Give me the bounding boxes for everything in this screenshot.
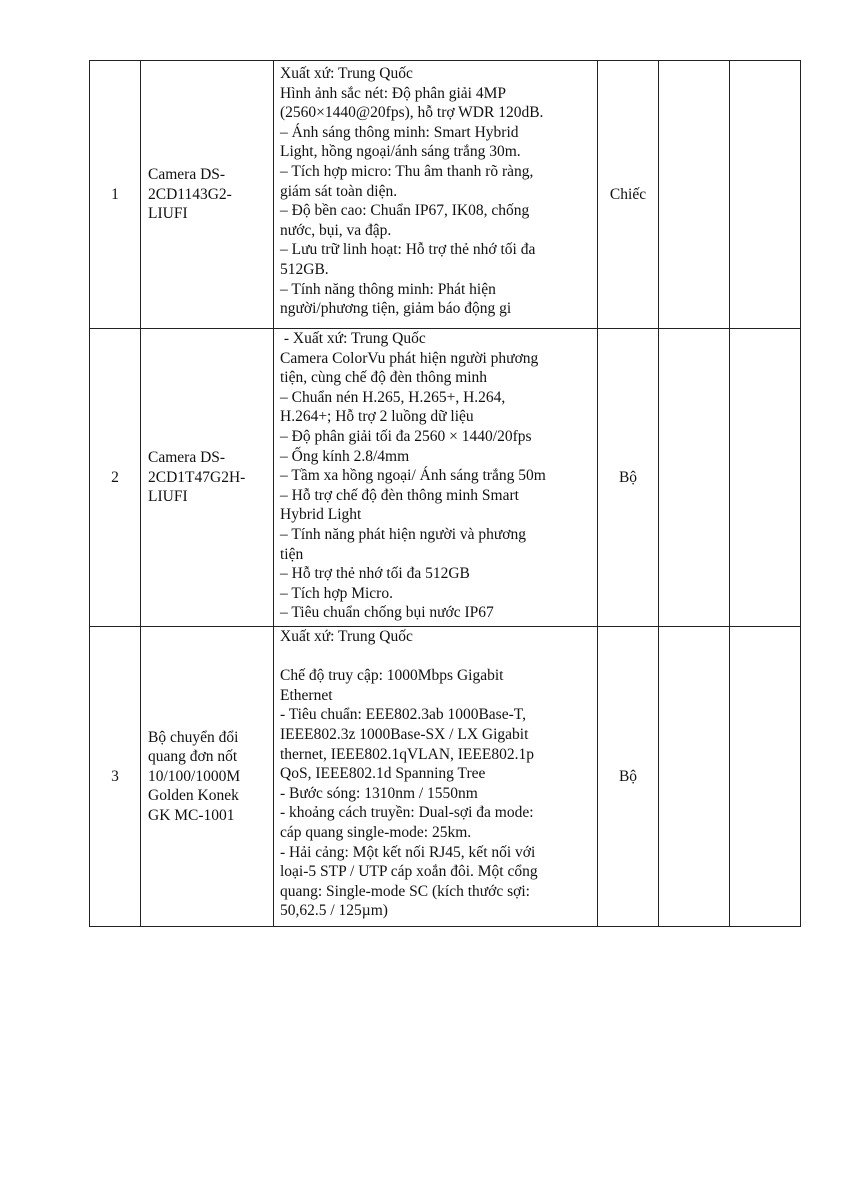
empty-cell [730,627,801,927]
product-name-line: 2CD1143G2- [148,185,232,203]
description-line: 50,62.5 / 125µm) [280,902,388,920]
product-name-cell [141,627,274,927]
description-line: giám sát toàn diện. [280,182,398,200]
description-line: QoS, IEEE802.1d Spanning Tree [280,765,486,783]
description-line: nước, bụi, va đập. [280,221,392,239]
description-line [280,647,593,667]
description-line: loại-5 STP / UTP cáp xoắn đôi. Một cổng [280,863,538,881]
description-line: - Xuất xứ: Trung Quốc [280,330,426,347]
description-line: người/phương tiện, giảm báo động gi [280,300,512,318]
product-name-cell [141,329,274,627]
description-line: - khoảng cách truyền: Dual-sợi đa mode: [280,804,534,822]
description-line: – Ánh sáng thông minh: Smart Hybrid [280,123,519,141]
empty-cell [730,61,801,329]
product-name-line: Camera DS- [148,166,226,184]
description-line: tiện, cùng chế độ đèn thông minh [280,369,488,387]
empty-cell [659,329,730,627]
description-line: – Hỗ trợ chế độ đèn thông minh Smart [280,486,519,504]
row-number: 1 [90,61,141,329]
description-line: quang: Single-mode SC (kích thước sợi: [280,882,530,900]
description-line: Camera ColorVu phát hiện người phương [280,349,539,367]
product-name-line: Camera DS- [148,449,226,467]
product-name-line: 10/100/1000M [148,767,241,785]
unit-cell: Bộ [598,329,659,627]
description-line: – Tầm xa hồng ngoại/ Ánh sáng trắng 50m [280,467,546,485]
product-name-line: Golden Konek [148,787,239,805]
description-line: Hình ảnh sắc nét: Độ phân giải 4MP [280,84,507,102]
product-name-line: Bộ chuyển đổi [148,728,239,746]
product-name-line: LIUFI [148,488,188,506]
table-row [90,627,801,927]
unit-cell: Bộ [598,627,659,927]
description-line: Hybrid Light [280,506,362,524]
product-name-line: quang đơn nốt [148,748,238,766]
product-description-cell [274,61,598,329]
product-name-line: GK MC-1001 [148,806,235,824]
description-line: tiện [280,545,304,563]
description-line: – Độ bền cao: Chuẩn IP67, IK08, chống [280,202,530,220]
empty-cell [659,627,730,927]
description-line: IEEE802.3z 1000Base-SX / LX Gigabit [280,725,529,743]
empty-cell [659,61,730,329]
description-line: (2560×1440@20fps), hỗ trợ WDR 120dB. [280,104,544,122]
description-line: – Tính năng phát hiện người và phương [280,525,527,543]
description-line: Xuất xứ: Trung Quốc [280,65,413,82]
product-name-line: 2CD1T47G2H- [148,468,246,486]
equipment-table [89,60,801,927]
description-line: cáp quang single-mode: 25km. [280,823,472,841]
product-name-cell [141,61,274,329]
unit-cell: Chiếc [598,61,659,329]
empty-cell [730,329,801,627]
row-number: 3 [90,627,141,927]
description-line: – Độ phân giải tối đa 2560 × 1440/20fps [280,427,532,445]
table-row [90,61,801,329]
description-line: H.264+; Hỗ trợ 2 luồng dữ liệu [280,408,474,426]
description-line: – Lưu trữ linh hoạt: Hỗ trợ thẻ nhớ tối đa [280,241,536,259]
product-name-line: LIUFI [148,205,188,223]
description-line: – Tiêu chuẩn chống bụi nước IP67 [280,604,494,622]
description-line: - Tiêu chuẩn: EEE802.3ab 1000Base-T, [280,706,526,724]
description-line: – Hỗ trợ thẻ nhớ tối đa 512GB [280,565,470,583]
description-line: – Ống kính 2.8/4mm [280,447,410,465]
product-description-cell [274,627,598,927]
description-line: – Tích hợp micro: Thu âm thanh rõ ràng, [280,162,534,180]
product-description-cell [274,329,598,627]
description-line: Light, hồng ngoại/ánh sáng trắng 30m. [280,143,521,161]
description-line: Xuất xứ: Trung Quốc [280,628,413,645]
description-line: 512GB. [280,260,329,278]
description-line: Ethernet [280,686,333,704]
description-line: thernet, IEEE802.1qVLAN, IEEE802.1p [280,745,534,763]
table-row [90,329,801,627]
row-number: 2 [90,329,141,627]
description-line: - Bước sóng: 1310nm / 1550nm [280,784,478,802]
description-line: - Hải cảng: Một kết nối RJ45, kết nối với [280,843,536,861]
description-line: – Tính năng thông minh: Phát hiện [280,280,496,298]
description-line: Chế độ truy cập: 1000Mbps Gigabit [280,667,504,685]
description-line: – Chuẩn nén H.265, H.265+, H.264, [280,388,506,406]
description-line: – Tích hợp Micro. [280,584,393,602]
